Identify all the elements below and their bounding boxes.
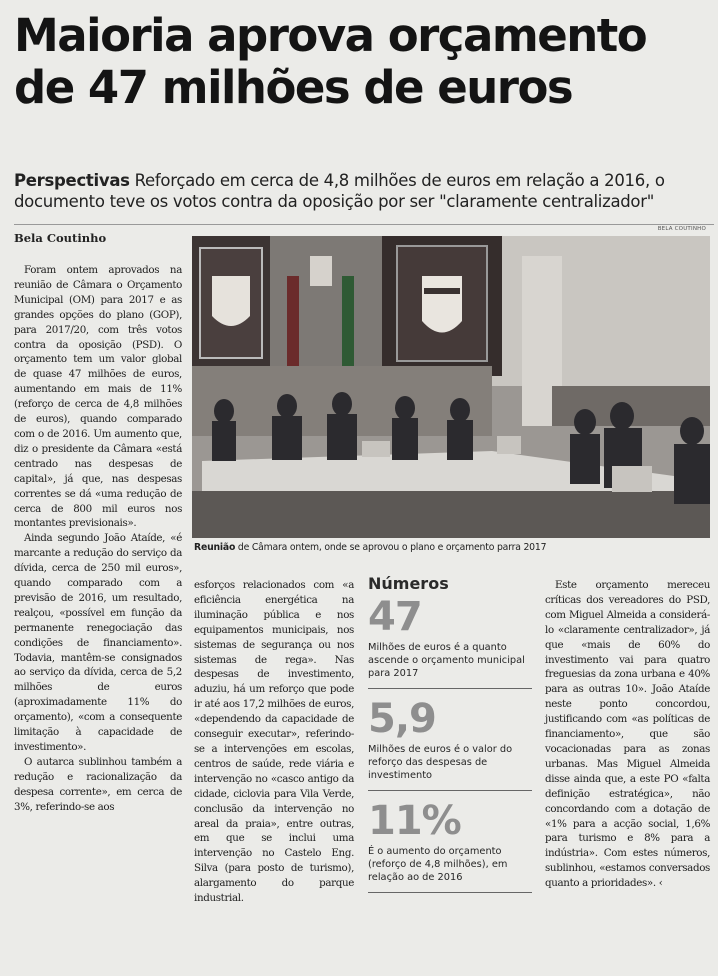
photo-caption bbox=[194, 542, 710, 553]
paragraph: O autarca sublinhou também a redução e racionalização da despesa corrente», em cerca de 3%, referindo-se aos bbox=[14, 755, 182, 813]
meeting-photo bbox=[192, 236, 710, 538]
paragraph: Ainda segundo João Ataíde, «é marcante a redução do serviço da dívida, cerca de 250 mil euros», quando comparado com a previsão de 2016, um resultado, realçou, «possível em função da permanente renegociação das condições de financiamento». Todavia, mantêm-se consignados ao serviço da dívida, cerca de 5,2 milhões de euros (aproximadamente 11% do orçamento), «com a consequente limitação à capacidade de investimento». bbox=[14, 532, 182, 753]
byline: Bela Coutinho bbox=[14, 231, 107, 245]
number-description: Milhões de euros é o valor do reforço das despesas de investimento bbox=[368, 744, 513, 781]
divider bbox=[368, 688, 532, 689]
lead-text: Reforçado em cerca de 4,8 milhões de euros em relação a 2016, o documento teve os votos contra da oposição por ser "claramente centralizador" bbox=[14, 171, 665, 211]
number-description: Milhões de euros é a quanto ascende o orçamento municipal para 2017 bbox=[368, 642, 525, 679]
number-description: É o aumento do orçamento (reforço de 4,8 milhões), em relação ao de 2016 bbox=[368, 846, 508, 883]
numbers-box bbox=[368, 574, 532, 901]
divider bbox=[368, 892, 532, 893]
lead-kicker: Perspectivas bbox=[14, 171, 130, 190]
number-value: 5,9 bbox=[368, 696, 436, 742]
paragraph: Foram ontem aprovados na reunião de Câmara o Orçamento Municipal (OM) para 2017 e as grandes opções do plano (GOP), para 2017/20, com três votos contra da oposição (PSD). O orçamento tem um valor global de quase 47 milhões de euros, aumentando em mais de 11% (reforço de cerca de 4,8 milhões de euros), quando comparado com o de 2016. Um aumento que, diz o presidente da Câmara «está centrado nas despesas de capital», já que, nas despesas correntes se dá «uma redução de cerca de 800 mil euros nos montantes previsionais». bbox=[14, 264, 182, 530]
divider bbox=[368, 790, 532, 791]
number-value: 47 bbox=[368, 594, 422, 640]
photo-credit: BELA COUTINHO bbox=[657, 226, 706, 232]
paragraph: Este orçamento mereceu críticas dos vereadores do PSD, com Miguel Almeida a considerá-lo «claramente centralizador», já que «mais de 60% do investimento vai para quatro freguesias da zona urbana e 40% para as outras 10». João Ataíde neste ponto concordou, justificando com «as políticas de financiamento», que são vocacionadas para as zonas urbanas. Mas Miguel Almeida disse ainda que, a este PO «falta definição estratégica», não concordando com a dotação de «1% para a acção social, 1,6% para turismo e 8% para a indústria». Com estes números, sublinhou, «estamos conversados quanto a prioridades». ‹ bbox=[545, 579, 710, 890]
number-value: 11% bbox=[368, 798, 461, 844]
meeting-photo-illustration bbox=[192, 236, 710, 538]
divider bbox=[14, 224, 714, 225]
caption-text: de Câmara ontem, onde se aprovou o plano e orçamento parra 2017 bbox=[235, 542, 547, 553]
headline-line-2: de 47 milhões de euros bbox=[14, 61, 573, 114]
paragraph: esforços relacionados com «a eficiência energética na iluminação pública e nos equipamentos municipais, nos sistemas de segurança ou nos sistemas de rega». Nas despesas de investimento, aduziu, há um reforço que pode ir até aos 17,2 milhões de euros, «dependendo da capacidade de conseguir executar», referindo-se a intervenções em escolas, centros de saúde, rede viária e intervenção no «casco antigo da cidade, ciclovia para Vila Verde, conclusão da intervenção no areal da praia», entre outras, em que se inclui uma intervenção no Castelo Eng. Silva (para posto de turismo), alargamento do parque industrial. bbox=[194, 579, 354, 905]
lead-paragraph bbox=[14, 170, 714, 212]
headline bbox=[14, 10, 714, 114]
headline-line-1: Maioria aprova orçamento bbox=[14, 9, 647, 62]
article-column-1 bbox=[14, 263, 182, 815]
caption-bold: Reunião bbox=[194, 542, 236, 553]
article-column-2 bbox=[194, 578, 354, 906]
article-column-4 bbox=[545, 578, 710, 891]
numbers-title: Números bbox=[368, 574, 449, 593]
